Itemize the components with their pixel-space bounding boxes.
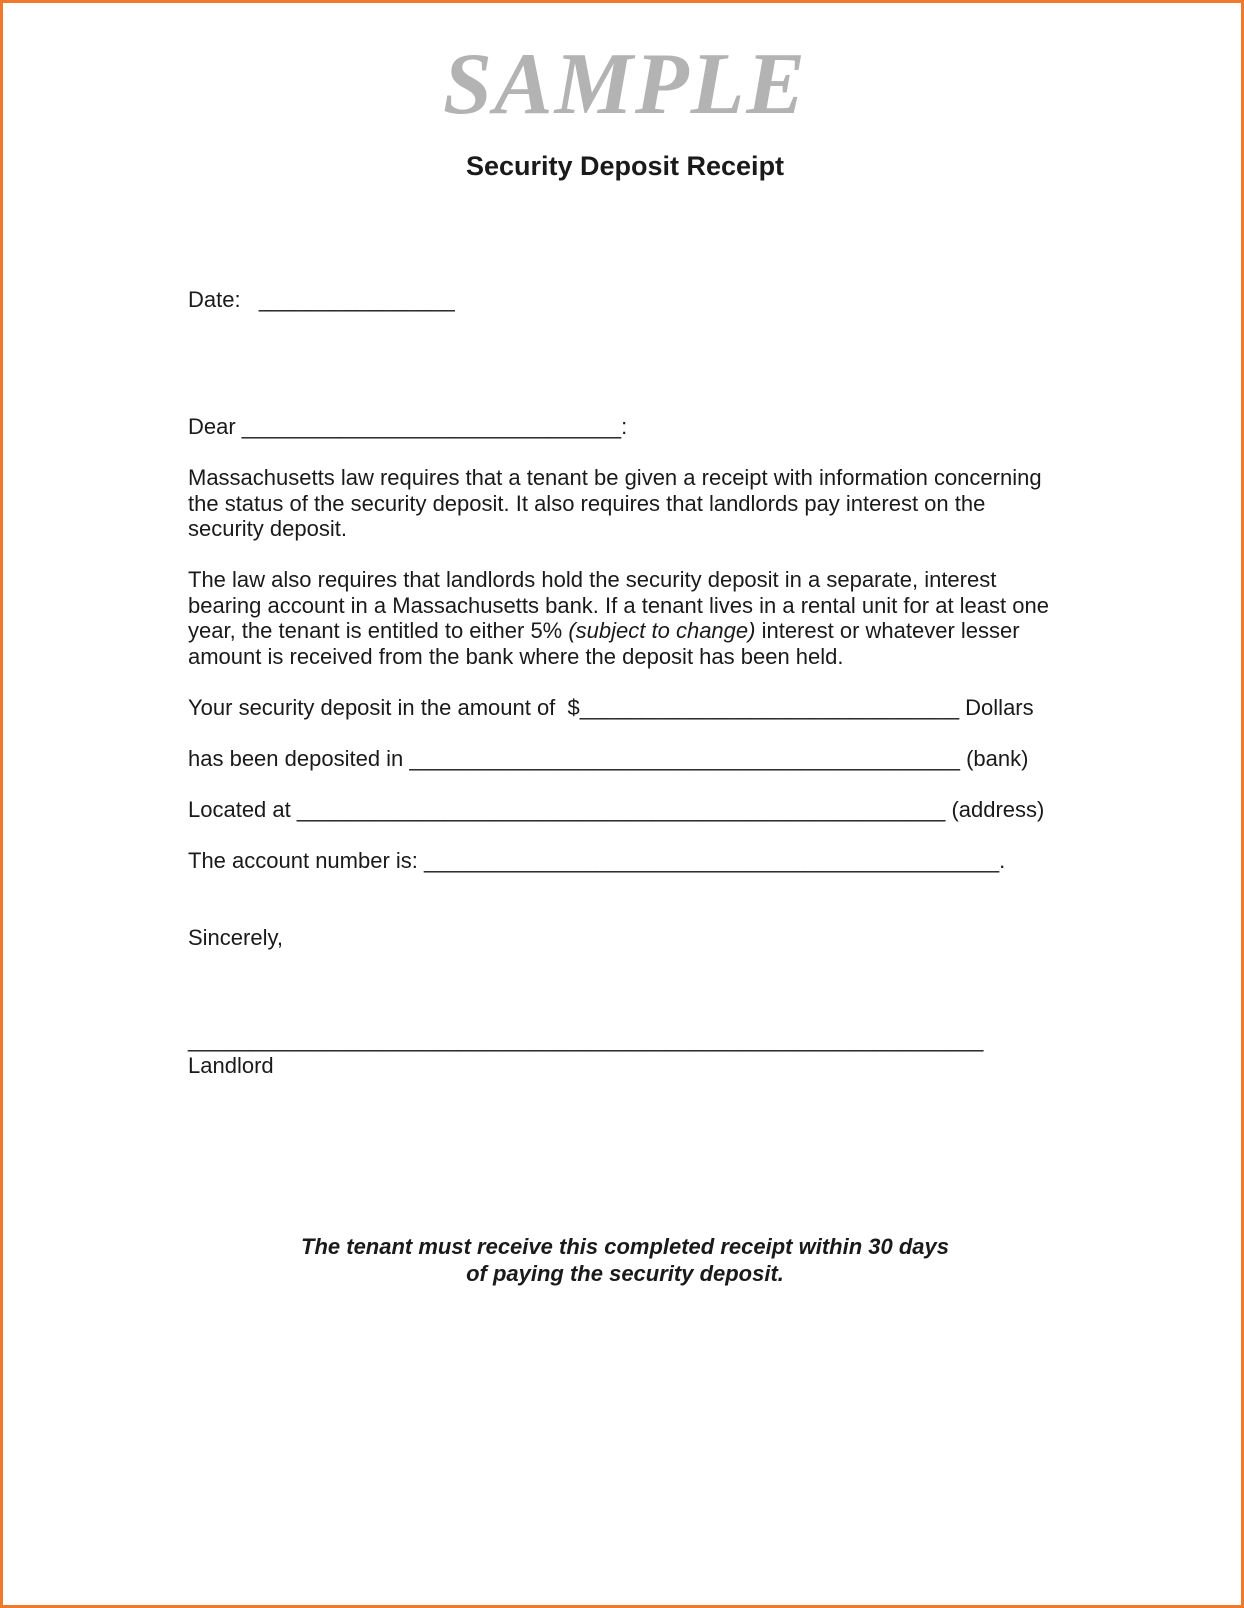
subject-to-change-note: (subject to change) <box>568 618 756 643</box>
deposit-amount-field: Your security deposit in the amount of $_______________________________ Dollars <box>188 695 1034 720</box>
sample-watermark: SAMPLE <box>442 36 808 133</box>
notice-text <box>3 1233 1244 1287</box>
paragraph-line: security deposit. <box>188 516 347 541</box>
paragraph-line: the status of the security deposit. It also requires that landlords pay interest on the <box>188 490 986 516</box>
closing-line: Sincerely, <box>188 925 283 950</box>
bank-field: has been deposited in _____________________________________________ (bank) <box>188 746 1029 771</box>
salutation-line: Dear _______________________________: <box>188 414 628 439</box>
paragraph-line: bearing account in a Massachusetts bank. If a tenant lives in a rental unit for at least one <box>188 592 1049 618</box>
paragraph-law-account <box>188 567 1068 669</box>
text-segment: interest or whatever lesser <box>755 618 1020 643</box>
text-segment: year, the tenant is entitled to either 5% <box>188 618 569 643</box>
date-line: Date: ________________ <box>188 287 455 312</box>
paragraph-line: The law also requires that landlords hold the security deposit in a separate, interest <box>188 567 997 592</box>
signature-label: Landlord <box>188 1053 274 1078</box>
paragraph-line: Massachusetts law requires that a tenant be given a receipt with information concerning <box>188 465 1042 490</box>
notice-line: of paying the security deposit. <box>466 1261 784 1286</box>
notice-line: The tenant must receive this completed receipt within 30 days <box>301 1234 949 1259</box>
paragraph-line: amount is received from the bank where the deposit has been held. <box>188 643 844 669</box>
document-title: Security Deposit Receipt <box>465 151 785 181</box>
paragraph-line <box>188 618 1068 644</box>
paragraph-law-receipt <box>188 465 1068 542</box>
address-field: Located at _____________________________________________________ (address) <box>188 797 1045 822</box>
signature-line: _________________________________________________________________ <box>188 1027 984 1052</box>
account-number-field: The account number is: _______________________________________________. <box>188 848 1006 873</box>
